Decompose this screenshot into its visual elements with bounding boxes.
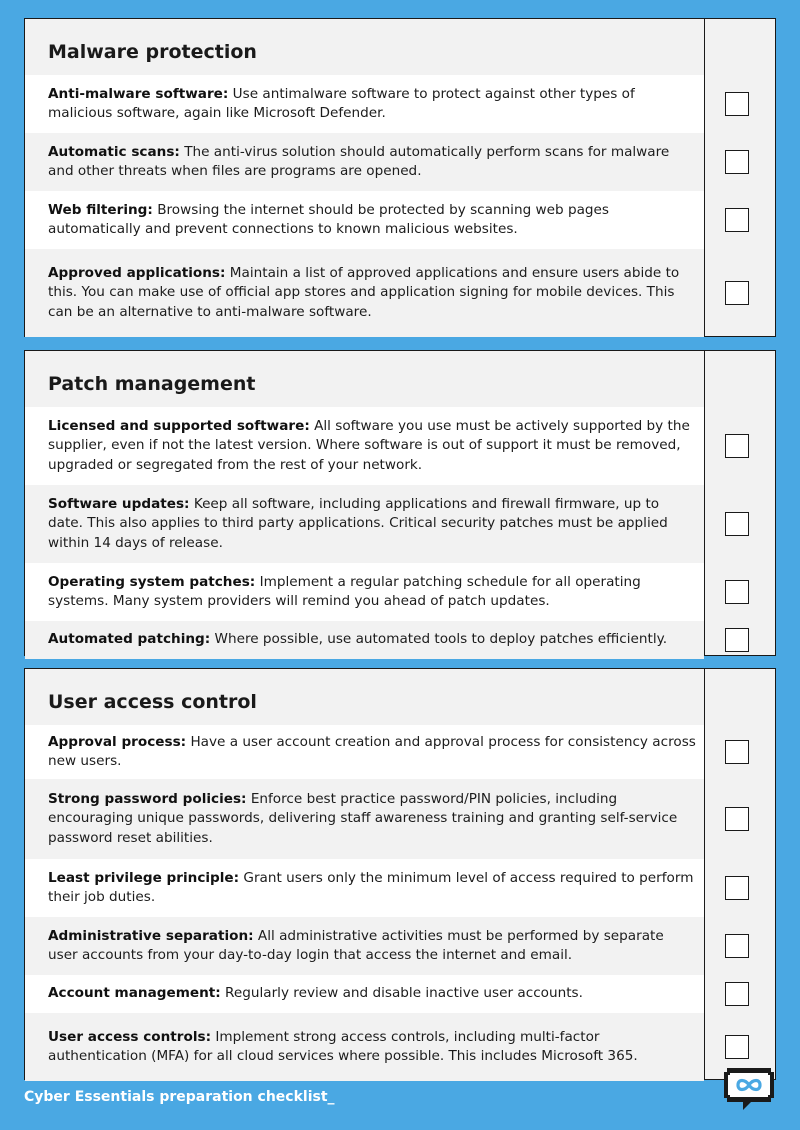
checklist-item-description: Implement a regular patching schedule for all operating systems. Many system providers will remind you ahead of patch updates.: [48, 573, 641, 609]
checklist-section: [24, 18, 776, 337]
checklist-item-label: Approved applications:: [48, 265, 226, 282]
checklist-item: [25, 621, 704, 659]
item-checkbox[interactable]: [725, 807, 749, 831]
item-checkbox[interactable]: [725, 150, 749, 174]
checklist-item-description: All administrative activities must be performed by separate user accounts from your day-to-day login that access the internet and email.: [48, 927, 664, 963]
checklist-item-description: The anti-virus solution should automatically perform scans for malware and other threats when files are programs are opened.: [48, 143, 670, 179]
item-checkbox[interactable]: [725, 628, 749, 652]
checklist-item-text: [48, 85, 696, 123]
checklist-item-description: Regularly review and disable inactive user accounts.: [225, 985, 583, 1002]
checklist-item-description: Enforce best practice password/PIN policies, including encouraging unique passwords, delivering staff awareness training and granting self-service password reset abilities.: [48, 791, 678, 846]
item-checkbox[interactable]: [725, 580, 749, 604]
checklist-item: [25, 725, 704, 779]
checklist-item-description: Use antimalware software to protect against other types of malicious software, again like Microsoft Defender.: [48, 85, 635, 121]
footer-title: Cyber Essentials preparation checklist_: [24, 1089, 335, 1105]
checklist-item-label: Automated patching:: [48, 631, 211, 648]
checklist-item-label: Administrative separation:: [48, 927, 254, 944]
section-content: [25, 19, 705, 336]
checklist-item-label: Web filtering:: [48, 201, 153, 218]
checklist-item: [25, 1013, 704, 1081]
checklist-item-text: [48, 733, 696, 771]
checklist-item-label: Account management:: [48, 985, 221, 1002]
item-checkbox[interactable]: [725, 934, 749, 958]
section-title: Patch management: [48, 373, 256, 395]
checklist-item-description: Maintain a list of approved applications and ensure users abide to this. You can make use of official app stores and application signing for mobile devices. This can be an alternative to anti-malware software.: [48, 265, 680, 320]
checklist-item-description: Implement strong access controls, including multi-factor authentication (MFA) for all cloud services where possible. This includes Microsoft 365.: [48, 1028, 638, 1064]
checkbox-column: [705, 19, 775, 336]
checklist-item-label: Approval process:: [48, 733, 187, 750]
checkbox-column: [705, 669, 775, 1079]
checklist-item: [25, 563, 704, 621]
checklist-item-text: [48, 984, 583, 1003]
checklist-item-description: Browsing the internet should be protected by scanning web pages automatically and prevent connections to known malicious websites.: [48, 201, 609, 237]
checklist-item-text: [48, 495, 696, 553]
checklist-item-label: Operating system patches:: [48, 573, 256, 590]
checklist-item-description: Where possible, use automated tools to deploy patches efficiently.: [214, 631, 668, 648]
checklist-item: [25, 407, 704, 485]
checklist-item-description: All software you use must be actively supported by the supplier, even if not the latest version. Where software is out of support it must be removed, upgraded or segregated from the rest of your network.: [48, 418, 690, 473]
checklist-section: [24, 668, 776, 1080]
checklist-item-description: Have a user account creation and approval process for consistency across new users.: [48, 733, 696, 769]
checklist-item-label: Anti-malware software:: [48, 85, 229, 102]
checklist-item-text: [48, 143, 696, 181]
checklist-item: [25, 859, 704, 917]
checklist-item-text: [48, 790, 696, 848]
item-checkbox[interactable]: [725, 281, 749, 305]
checklist-item-text: [48, 869, 696, 907]
checklist-item-label: Software updates:: [48, 496, 190, 513]
checklist-item: [25, 485, 704, 563]
item-checkbox[interactable]: [725, 92, 749, 116]
checklist-item-label: Strong password policies:: [48, 791, 247, 808]
checklist-item: [25, 75, 704, 133]
checklist-item: [25, 975, 704, 1013]
checklist-item-text: [48, 264, 696, 322]
section-title: User access control: [48, 691, 257, 713]
checklist-item-description: Keep all software, including applications and firewall firmware, up to date. This also applies to third party applications. Critical security patches must be applied within 14 days of release.: [48, 496, 668, 551]
checkbox-column: [705, 351, 775, 655]
item-checkbox[interactable]: [725, 512, 749, 536]
item-checkbox[interactable]: [725, 876, 749, 900]
checklist-item-text: [48, 1028, 696, 1066]
infinity-chat-icon: [721, 1064, 777, 1114]
checklist-item: [25, 133, 704, 191]
checklist-item-text: [48, 630, 667, 649]
section-content: [25, 351, 705, 655]
checklist-item-text: [48, 927, 696, 965]
checklist-item-label: Licensed and supported software:: [48, 418, 310, 435]
checklist-item: [25, 917, 704, 975]
checklist-item-label: User access controls:: [48, 1028, 212, 1045]
checklist-item-text: [48, 201, 696, 239]
checklist-item-text: [48, 417, 696, 475]
item-checkbox[interactable]: [725, 208, 749, 232]
checklist-item: [25, 191, 704, 249]
checklist-section: [24, 350, 776, 656]
checklist-item-label: Least privilege principle:: [48, 869, 240, 886]
item-checkbox[interactable]: [725, 1035, 749, 1059]
section-content: [25, 669, 705, 1079]
checklist-item-description: Grant users only the minimum level of access required to perform their job duties.: [48, 869, 694, 905]
item-checkbox[interactable]: [725, 740, 749, 764]
checklist-item-label: Automatic scans:: [48, 143, 180, 160]
checklist-item-text: [48, 573, 696, 611]
section-title: Malware protection: [48, 41, 257, 63]
checklist-item: [25, 779, 704, 859]
checklist-item: [25, 249, 704, 337]
item-checkbox[interactable]: [725, 982, 749, 1006]
item-checkbox[interactable]: [725, 434, 749, 458]
